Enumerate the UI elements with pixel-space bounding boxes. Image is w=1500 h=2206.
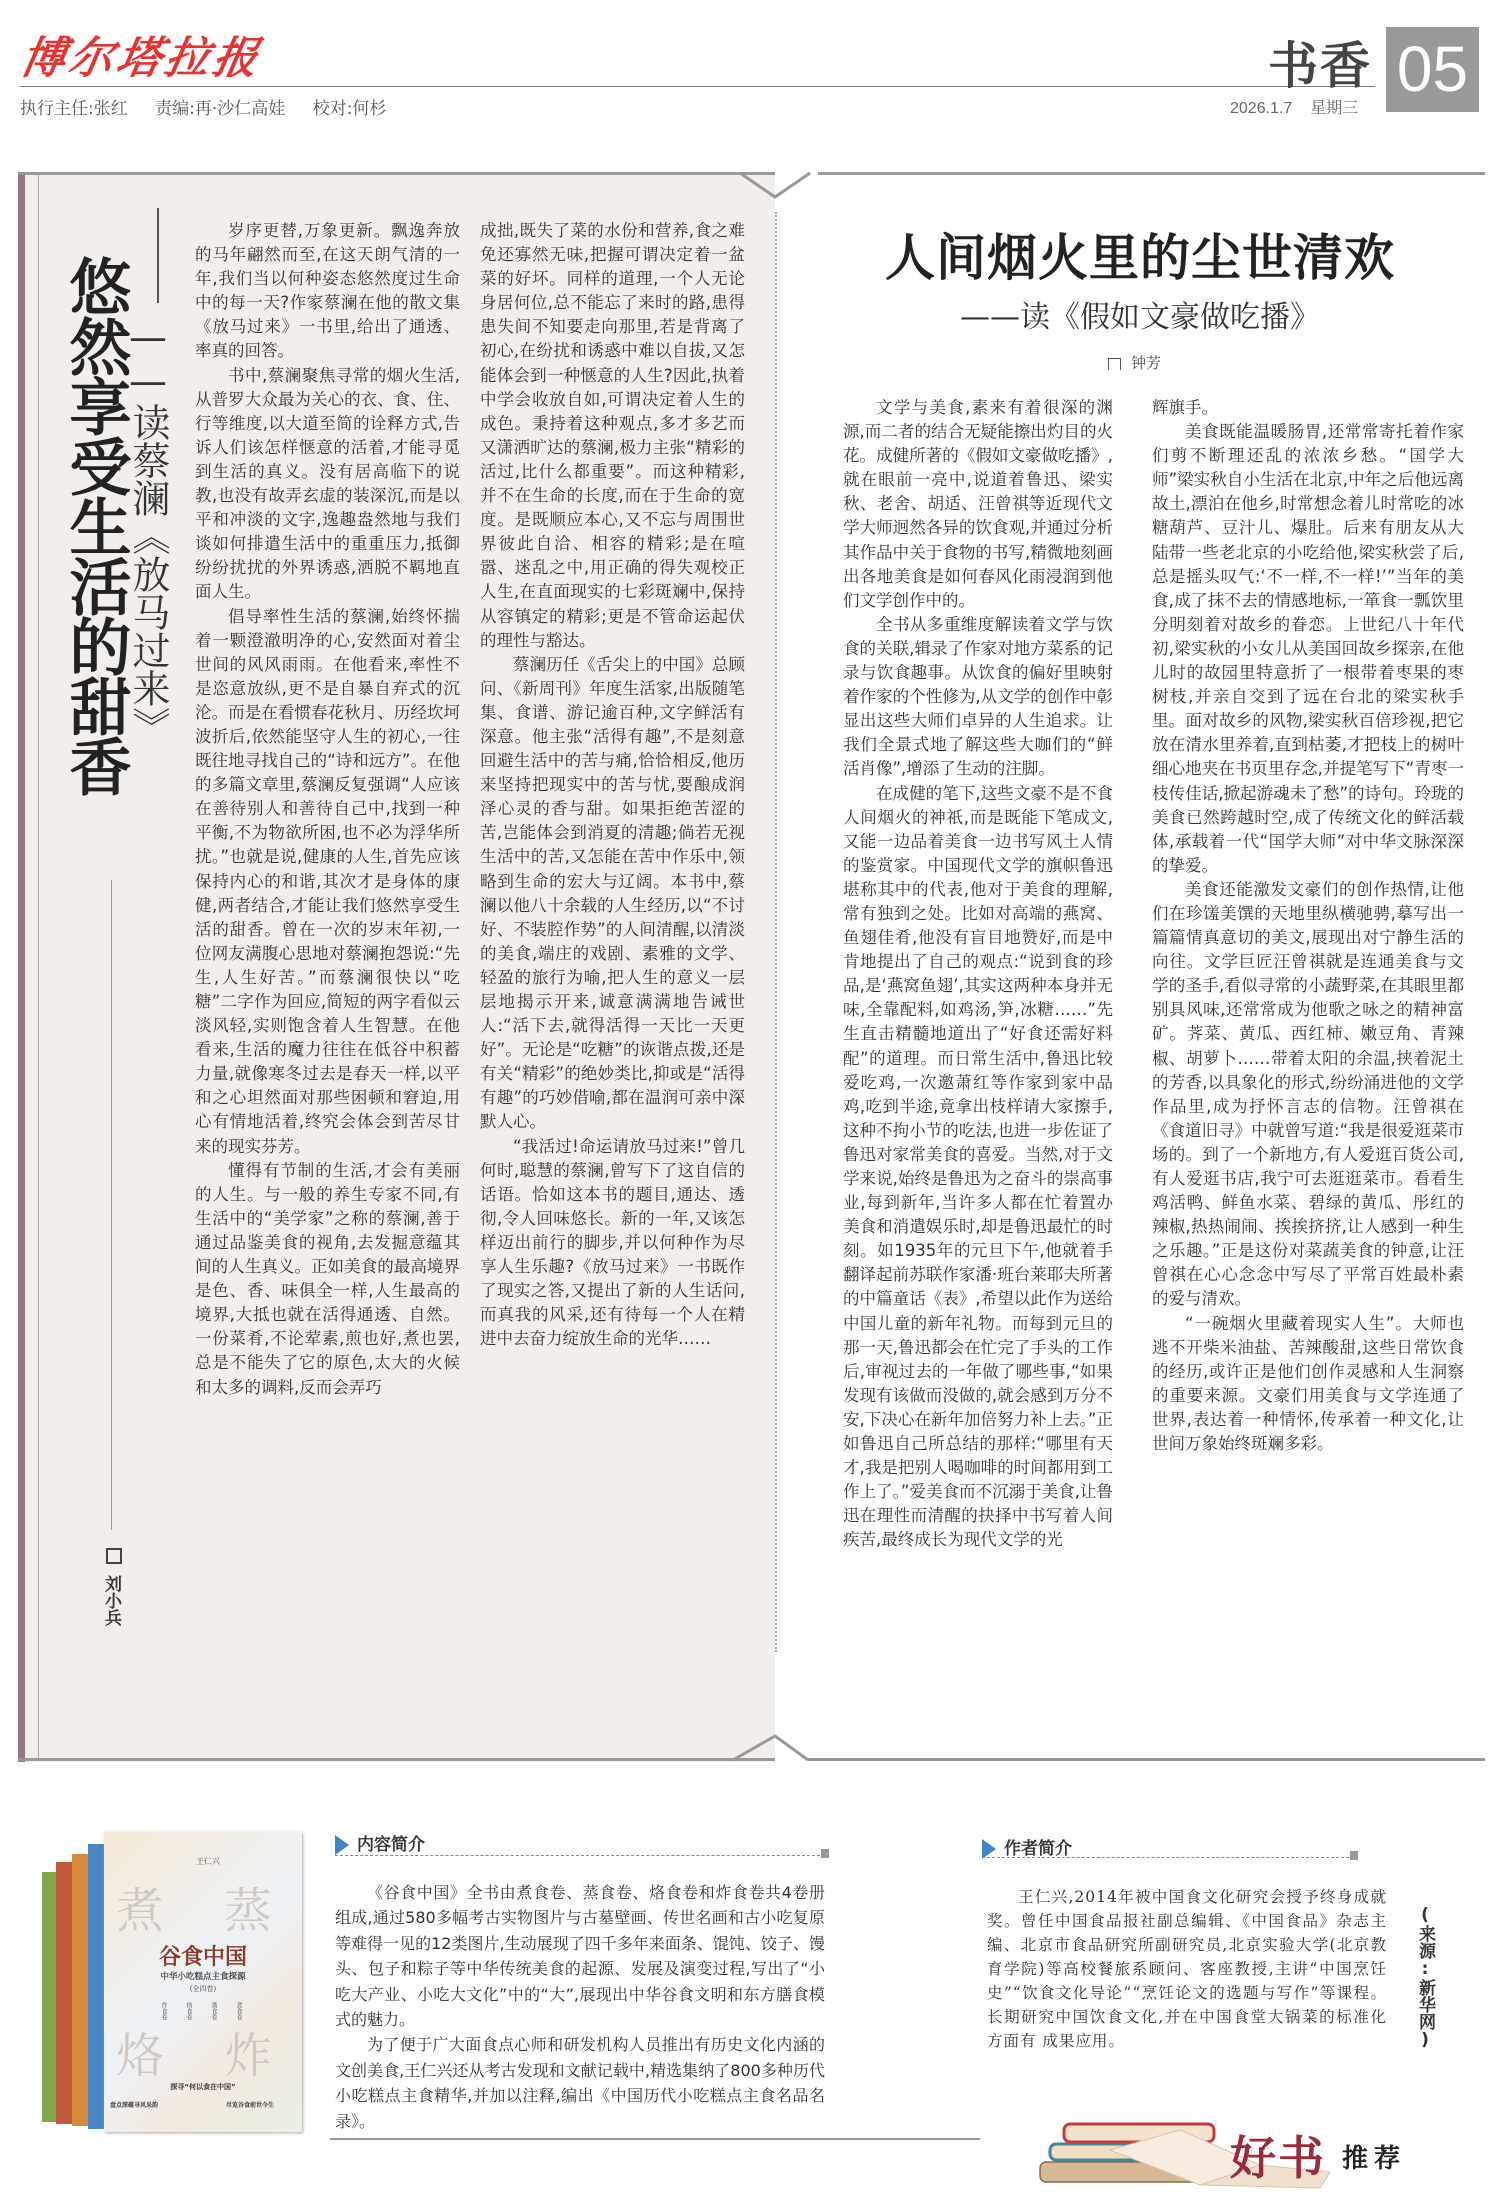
paragraph: 书中,蔡澜聚焦寻常的烟火生活,从普罗大众最为关心的衣、食、住、行等维度,以大道至简的诠释方式,告诉人们该怎样惬意的活着,才能寻觅到生活的真义。没有居高临下的说教,也没有故弄玄虚的装深沉,而是以平和冲淡的文字,逸趣盎然地与我们谈如何排遣生活中的重重压力,抵御纷纷扰扰的外界诱惑,洒脱不羁地直面人生。	[195, 365, 460, 602]
good-book-banner-title: 好书	[1230, 2131, 1326, 2185]
book-front-cover	[104, 1832, 302, 2132]
paragraph: “一碗烟火里藏着现实人生”。大师也逃不开柴米油盐、苦辣酸甜,这些日常饮食的经历,或许正是他们创作灵感和人生洞察的重要来源。文豪们用美食与文学连通了世界,表达着一种情怀,传承着一种文化,让世间万象始终斑斓多彩。	[1152, 1313, 1464, 1454]
right-article-byline	[1108, 352, 1161, 373]
cover-volumes-note: (全四卷)	[189, 1985, 217, 1993]
cover-volume: 蒸食卷	[210, 2002, 217, 2020]
intro-bottom-rule	[330, 2138, 980, 2140]
author-intro-body	[987, 1885, 1387, 2053]
triangle-icon	[982, 1839, 996, 1859]
cover-title: 谷食中国	[158, 1944, 247, 1970]
cover-tagline: 尽览谷食前世今生	[226, 2102, 275, 2109]
good-book-banner-subtitle: 推荐	[1342, 2144, 1407, 2174]
intro-body	[335, 1880, 825, 2134]
cover-subtitle: 中华小吃糕点主食探源	[160, 1972, 246, 1982]
paragraph: 蔡澜历任《舌尖上的中国》总顾问、《新周刊》年度生活家,出版随笔集、食谱、游记逾百种,文字鲜活有深意。他主张“活得有趣”,不是刻意回避生活中的苦与痛,恰恰相反,他历来坚持把现实中的苦与忧,要酿成润泽心灵的香与甜。如果拒绝苦涩的苦,岂能体会到消夏的清趣;倘若无视生活中的苦,又怎能在苦中作乐中,领略到生命的宏大与辽阔。本书中,蔡澜以他八十余载的人生经历,以“不讨好、不装腔作势”的人间清醒,以清淡的美食,端庄的戏剧、素雅的文学、轻盈的旅行为喻,把人生的意义一层层地揭示开来,诚意满满地告诫世人:“活下去,就得活得一天比一天更好”。无论是“吃糖”的诙谐点拨,还是有关“精彩”的绝妙类比,抑或是“活得有趣”的巧妙借喻,都在温润可亲中深默人心。	[480, 654, 745, 1132]
issue-date	[1230, 95, 1358, 118]
date-value: 2026.1.7	[1230, 100, 1293, 117]
paragraph: 辉旗手。	[1152, 398, 1218, 417]
page-number: 05	[1386, 27, 1479, 112]
left-inner-rule	[38, 175, 39, 1758]
cover-tagline: 盘点深蕴寻风呆韵	[110, 2102, 159, 2109]
book-spine-red	[56, 1862, 72, 2124]
right-article-author: 钟芳	[1131, 354, 1162, 372]
left-article-column-1	[195, 219, 460, 1400]
book-spine-blue	[88, 1844, 104, 2129]
section-title: 书香	[1268, 37, 1372, 95]
left-article-column-2	[480, 219, 745, 1351]
paragraph: 王仁兴,2014年被中国食文化研究会授予终身成就奖。曾任中国食品报社副总编辑、《中国食品》杂志主编、北京市食品研究所副研究员,北京实验大学(北京教育学院)等高校餐旅系顾问、客座教授,主讲“中国烹饪 史”“饮食文化导论”“烹饪论文的选题与写作”等课程。长期研究中国饮食文化,并在中国食堂大锅菜的标准化方面有 成果应用。	[987, 1888, 1387, 2050]
editor-credits	[20, 94, 408, 119]
paragraph: 成拙,既失了菜的水份和营养,食之难免还寡然无味,把握可谓决定着一盆菜的好坏。同样的道理,一个人无论身居何位,总不能忘了来时的路,患得患失间不知要走向那里,若是背离了初心,在纷扰和诱惑中难以自拔,又怎能体会到一种惬意的人生?因此,执着中学会收放自如,可谓决定着人生的成色。秉持着这种观点,多才多艺而又潇洒旷达的蔡澜,极力主张“精彩的活过,比什么都重要”。而这种精彩,并不在生命的长度,而在于生命的宽度。是既顺应本心,又不忘与周围世界彼此自洽、相容的精彩;是在喧嚣、迷乱之中,用正确的得失观校正人生,在直面现实的七彩斑斓中,保持从容镇定的精彩;更是不管命运起伏的理性与豁达。	[480, 221, 745, 650]
cover-author: 王仁兴	[196, 1857, 220, 1866]
left-article-subtitle: ——读蔡澜《放马过来》	[126, 315, 170, 745]
right-article-bottom-border	[808, 1758, 1485, 1761]
byline-box-icon	[1108, 358, 1121, 370]
book-cover-image	[42, 1832, 302, 2132]
column-divider	[775, 212, 777, 1652]
cover-char-steam: 蒸	[224, 1883, 273, 1939]
paragraph: 为了便于广大面食点心师和研发机构人员推出有历史文化内涵的文创美食,王仁兴还从考古发现和文献记载中,精选集纳了800多种历代小吃糕点主食精华,并加以注释,编出《中国历代小吃糕点主食名品名录》。	[335, 2035, 825, 2131]
author-intro-heading	[982, 1834, 1072, 1859]
cover-char-bake: 烙	[116, 2028, 165, 2084]
right-article-column-1	[843, 396, 1113, 1553]
author-heading-label: 作者简介	[1004, 1839, 1072, 1859]
paragraph: 倡导率性生活的蔡澜,始终怀揣着一颗澄澈明净的心,安然面对着尘世间的风风雨雨。在他看来,率性不是恣意放纵,更不是自暴自弃式的沉沦。而是在看惯春花秋月、历经坎坷波折后,依然能坚守人生的初心,一往既往地寻找自己的“诗和远方”。在他的多篇文章里,蔡澜反复强调“人应该在善待别人和善待自己中,找到一种平衡,不为物欲所困,也不必为浮华所扰。”也就是说,健康的人生,首先应该保持内心的和谐,其次才是身体的康健,两者结合,才能让我们悠然享受生活的甜香。曾在一次的岁末年初,一位网友满腹心思地对蔡澜抱怨说:“先生,人生好苦。”而蔡澜很快以“吃糖”二字作为回应,简短的两字看似云淡风轻,实则饱含着人生智慧。在他看来,生活的魔力往往在低谷中积蓄力量,就像寒冬过去是春天一样,以平和之心坦然面对那些困顿和窘迫,用心有情地活着,终究会体会到苦尽甘来的现实芬芳。	[195, 606, 460, 1156]
author-dashed-rule	[982, 1857, 1354, 1858]
top-notch	[740, 168, 820, 208]
intro-heading-label: 内容简介	[357, 1835, 425, 1855]
paragraph: 懂得有节制的生活,才会有美丽的人生。与一般的养生专家不同,有生活中的“美学家”之称的蔡澜,善于通过品鉴美食的视角,去发掘意蕴其间的人生真义。正如美食的最高境界是色、香、味俱全一样,人生最高的境界,大抵也就在活得通透、自然。一份菜肴,不论荤素,煎也好,煮也罢,总是不能失了它的原色,太大的火候和太多的调料,反而会弄巧	[195, 1160, 460, 1397]
paragraph: 岁序更替,万象更新。飘逸奔放的马年翩然而至,在这天朗气清的一年,我们当以何种姿态悠然度过生命中的每一天?作家蔡澜在他的散文集《放马过来》一书里,给出了通透、率真的回答。	[195, 221, 460, 361]
triangle-icon	[335, 1835, 349, 1855]
credit-proofreader: 校对:何杉	[312, 99, 387, 119]
cover-char-fry: 炸	[224, 2028, 273, 2084]
cover-volume: 烙食卷	[185, 2002, 192, 2020]
paragraph: 文学与美食,素来有着很深的渊源,而二者的结合无疑能擦出灼目的火花。成健所著的《假如文豪做吃播》,就在眼前一亮中,说道着鲁迅、梁实秋、老舍、胡适、汪曾祺等近现代文学大师迥然各异的饮食观,并通过分析其作品中关于食物的书写,精微地刻画出各地美食是如何春风化雨浸润到他们文学创作中的。	[843, 398, 1113, 610]
book-spine-orange	[72, 1854, 88, 2126]
paragraph: “我活过!命运请放马过来!”曾几何时,聪慧的蔡澜,曾写下了这自信的话语。恰如这本书的题目,通达、透彻,令人回味悠长。新的一年,又该怎样迈出前行的脚步,并以何种作为尽享人生乐趣?《放马过来》一书既作了现实之答,又提出了新的人生话问,而真我的风采,还有待每一个人在精进中去奋力绽放生命的光华……	[480, 1136, 745, 1349]
intro-heading	[335, 1830, 425, 1855]
byline-box-icon	[106, 1548, 122, 1564]
paragraph: 全书从多重维度解读着文学与饮食的关联,辑录了作家对地方菜系的记录与饮食趣事。从饮食的偏好里映射着作家的个性修为,从文学的创作中彰显出这些大师们卓异的人生追求。让我们全景式地了解这些大咖们的“鲜活肖像”,增添了生动的注脚。	[843, 614, 1113, 779]
intro-rule-end	[821, 1849, 829, 1858]
cover-volume: 煮食卷	[235, 2002, 242, 2020]
right-article-column-2	[1152, 396, 1464, 1456]
left-article-title: 悠然享受生活的甜香	[59, 255, 132, 795]
right-article-title: 人间烟火里的尘世清欢	[885, 228, 1395, 287]
intro-dashed-rule	[335, 1855, 825, 1856]
cover-volume: 炸食卷	[160, 2002, 167, 2020]
left-article-bottom-border	[18, 1758, 775, 1761]
source-credit: (来源:新华网)	[1415, 1905, 1435, 2050]
subtitle-rule	[157, 208, 159, 303]
paragraph: 美食既能温暖肠胃,还常常寄托着作家们剪不断理还乱的浓浓乡愁。“国学大师”梁实秋自小生活在北京,中年之后他远离故土,漂泊在他乡,时常想念着儿时常吃的冰糖葫芦、豆汁儿、爆肚。后来有朋友从大陆带一些老北京的小吃给他,梁实秋尝了后,总是摇头叹气:‘不一样,不一样!’”当年的美食,成了抹不去的情感地标,一箪食一瓢饮里分明刻着对故乡的眷恋。上世纪八十年代初,梁实秋的小女儿从美国回故乡探亲,在他儿时的故园里特意折了一根带着枣果的枣树枝,并亲自交到了远在台北的梁实秋手里。面对故乡的风物,梁实秋百倍珍视,把它放在清水里养着,直到枯萎,才把枝上的树叶细心地夹在书页里存念,并提笔写下“青枣一枝传佳话,掀起游魂未了愁”的诗句。玲珑的美食已然跨越时空,成了传统文化的鲜活载体,承载着一代“国学大师”对中华文脉深深的挚爱。	[1152, 422, 1464, 875]
right-article-subtitle: ——读《假如文豪做吃播》	[960, 300, 1320, 335]
bottom-notch	[728, 1728, 818, 1764]
left-article-top-border	[18, 172, 775, 175]
right-article-top-border	[818, 172, 1485, 175]
paragraph: 在成健的笔下,这些文豪不是不食人间烟火的神祇,而是既能下笔成文,又能一边品着美食一边书写风土人情的鉴赏家。中国现代文学的旗帜鲁迅堪称其中的代表,他对于美食的理解,常有独到之处。比如对高端的燕窝、鱼翅佳肴,他没有盲目地赞好,而是中肯地提出了自己的观点:“说到食的珍品,是‘燕窝鱼翅’,其实这两种本身并无味,全靠配料,如鸡汤,笋,冰糖……”先生直击精髓地道出了“好食还需好料配”的道理。而日常生活中,鲁迅比较爱吃鸡,一次邀萧红等作家到家中品鸡,吃到半途,竟拿出枝样请大家擦手,这种不拘小节的吃法,也进一步佐证了鲁迅对家常美食的喜爱。当然,对于文学来说,始终是鲁迅为之奋斗的崇高事业,每到新年,当许多人都在忙着置办美食和消遣娱乐时,却是鲁迅最忙的时刻。如1935年的元旦下午,他就着手翻译起前苏联作家潘·班台莱耶夫所著的中篇童话《表》,希望以此作为送给中国儿童的新年礼物。而每到元旦的那一天,鲁迅都会在忙完了手头的工作后,审视过去的一年做了哪些事,“如果发现有该做而没做的,就会感到万分不安,下决心在新年加倍努力补上去。”正如鲁迅自己所总结的那样:“哪里有天才,我是把别人喝咖啡的时间都用到工作上了。”爱美食而不沉溺于美食,让鲁迅在理性而清醒的抉择中书写着人间疾苦,最终成长为现代文学的光	[843, 783, 1113, 1550]
author-rule	[111, 880, 112, 1530]
credit-director: 执行主任:张红	[20, 99, 128, 119]
cover-char-boil: 煮	[116, 1883, 165, 1939]
left-article-author: 刘小兵	[101, 1575, 121, 1626]
credit-editor: 责编:再·沙仁高娃	[155, 99, 286, 119]
paragraph: 《谷食中国》全书由煮食卷、蒸食卷、烙食卷和炸食卷共4卷册组成,通过580多幅考古实物图片与古墓壁画、传世名画和古小吃复原等难得一见的12类图片,生动展现了四千多年来面条、馄饨、饺子、馒头、包子和粽子等中华传统美食的起源、发展及演变过程,写出了“小吃大产业、小吃大文化”中的“大”,展现出中华谷食文明和东方膳食模式的魅力。	[335, 1883, 825, 2030]
paragraph: 美食还能激发文豪们的创作热情,让他们在珍馐美馔的天地里纵横驰骋,摹写出一篇篇情真意切的美文,展现出对宁静生活的向往。文学巨匠汪曾祺就是连通美食与文学的圣手,看似寻常的小蔬野菜,在其眼里都别具风味,还常常成为他歌之咏之的精神富矿。荠菜、黄瓜、西红柿、嫩豆角、青辣椒、胡萝卜……带着太阳的余温,挟着泥土的芳香,以具象化的形式,纷纷涌进他的文学作品里,成为抒怀言志的信物。汪曾祺在《食道旧寻》中就曾写道:“我是很爱逛菜市场的。到了一个新地方,有人爱逛百货公司,有人爱逛书店,我宁可去逛逛菜市。看看生鸡活鸭、鲜鱼水菜、碧绿的黄瓜、彤红的辣椒,热热闹闹、挨挨挤挤,让人感到一种生之乐趣。”正是这份对菜蔬美食的钟意,让汪曾祺在心心念念中写尽了平常百姓最朴素的爱与清欢。	[1152, 879, 1464, 1309]
author-rule-end	[1350, 1851, 1358, 1860]
cover-tagline: 探寻“何以食在中国”	[170, 2083, 236, 2091]
newspaper-logo: 博尔塔拉报	[16, 33, 266, 84]
header-divider	[20, 86, 1375, 87]
left-accent-bar	[18, 172, 25, 1762]
weekday: 星期三	[1310, 100, 1359, 117]
